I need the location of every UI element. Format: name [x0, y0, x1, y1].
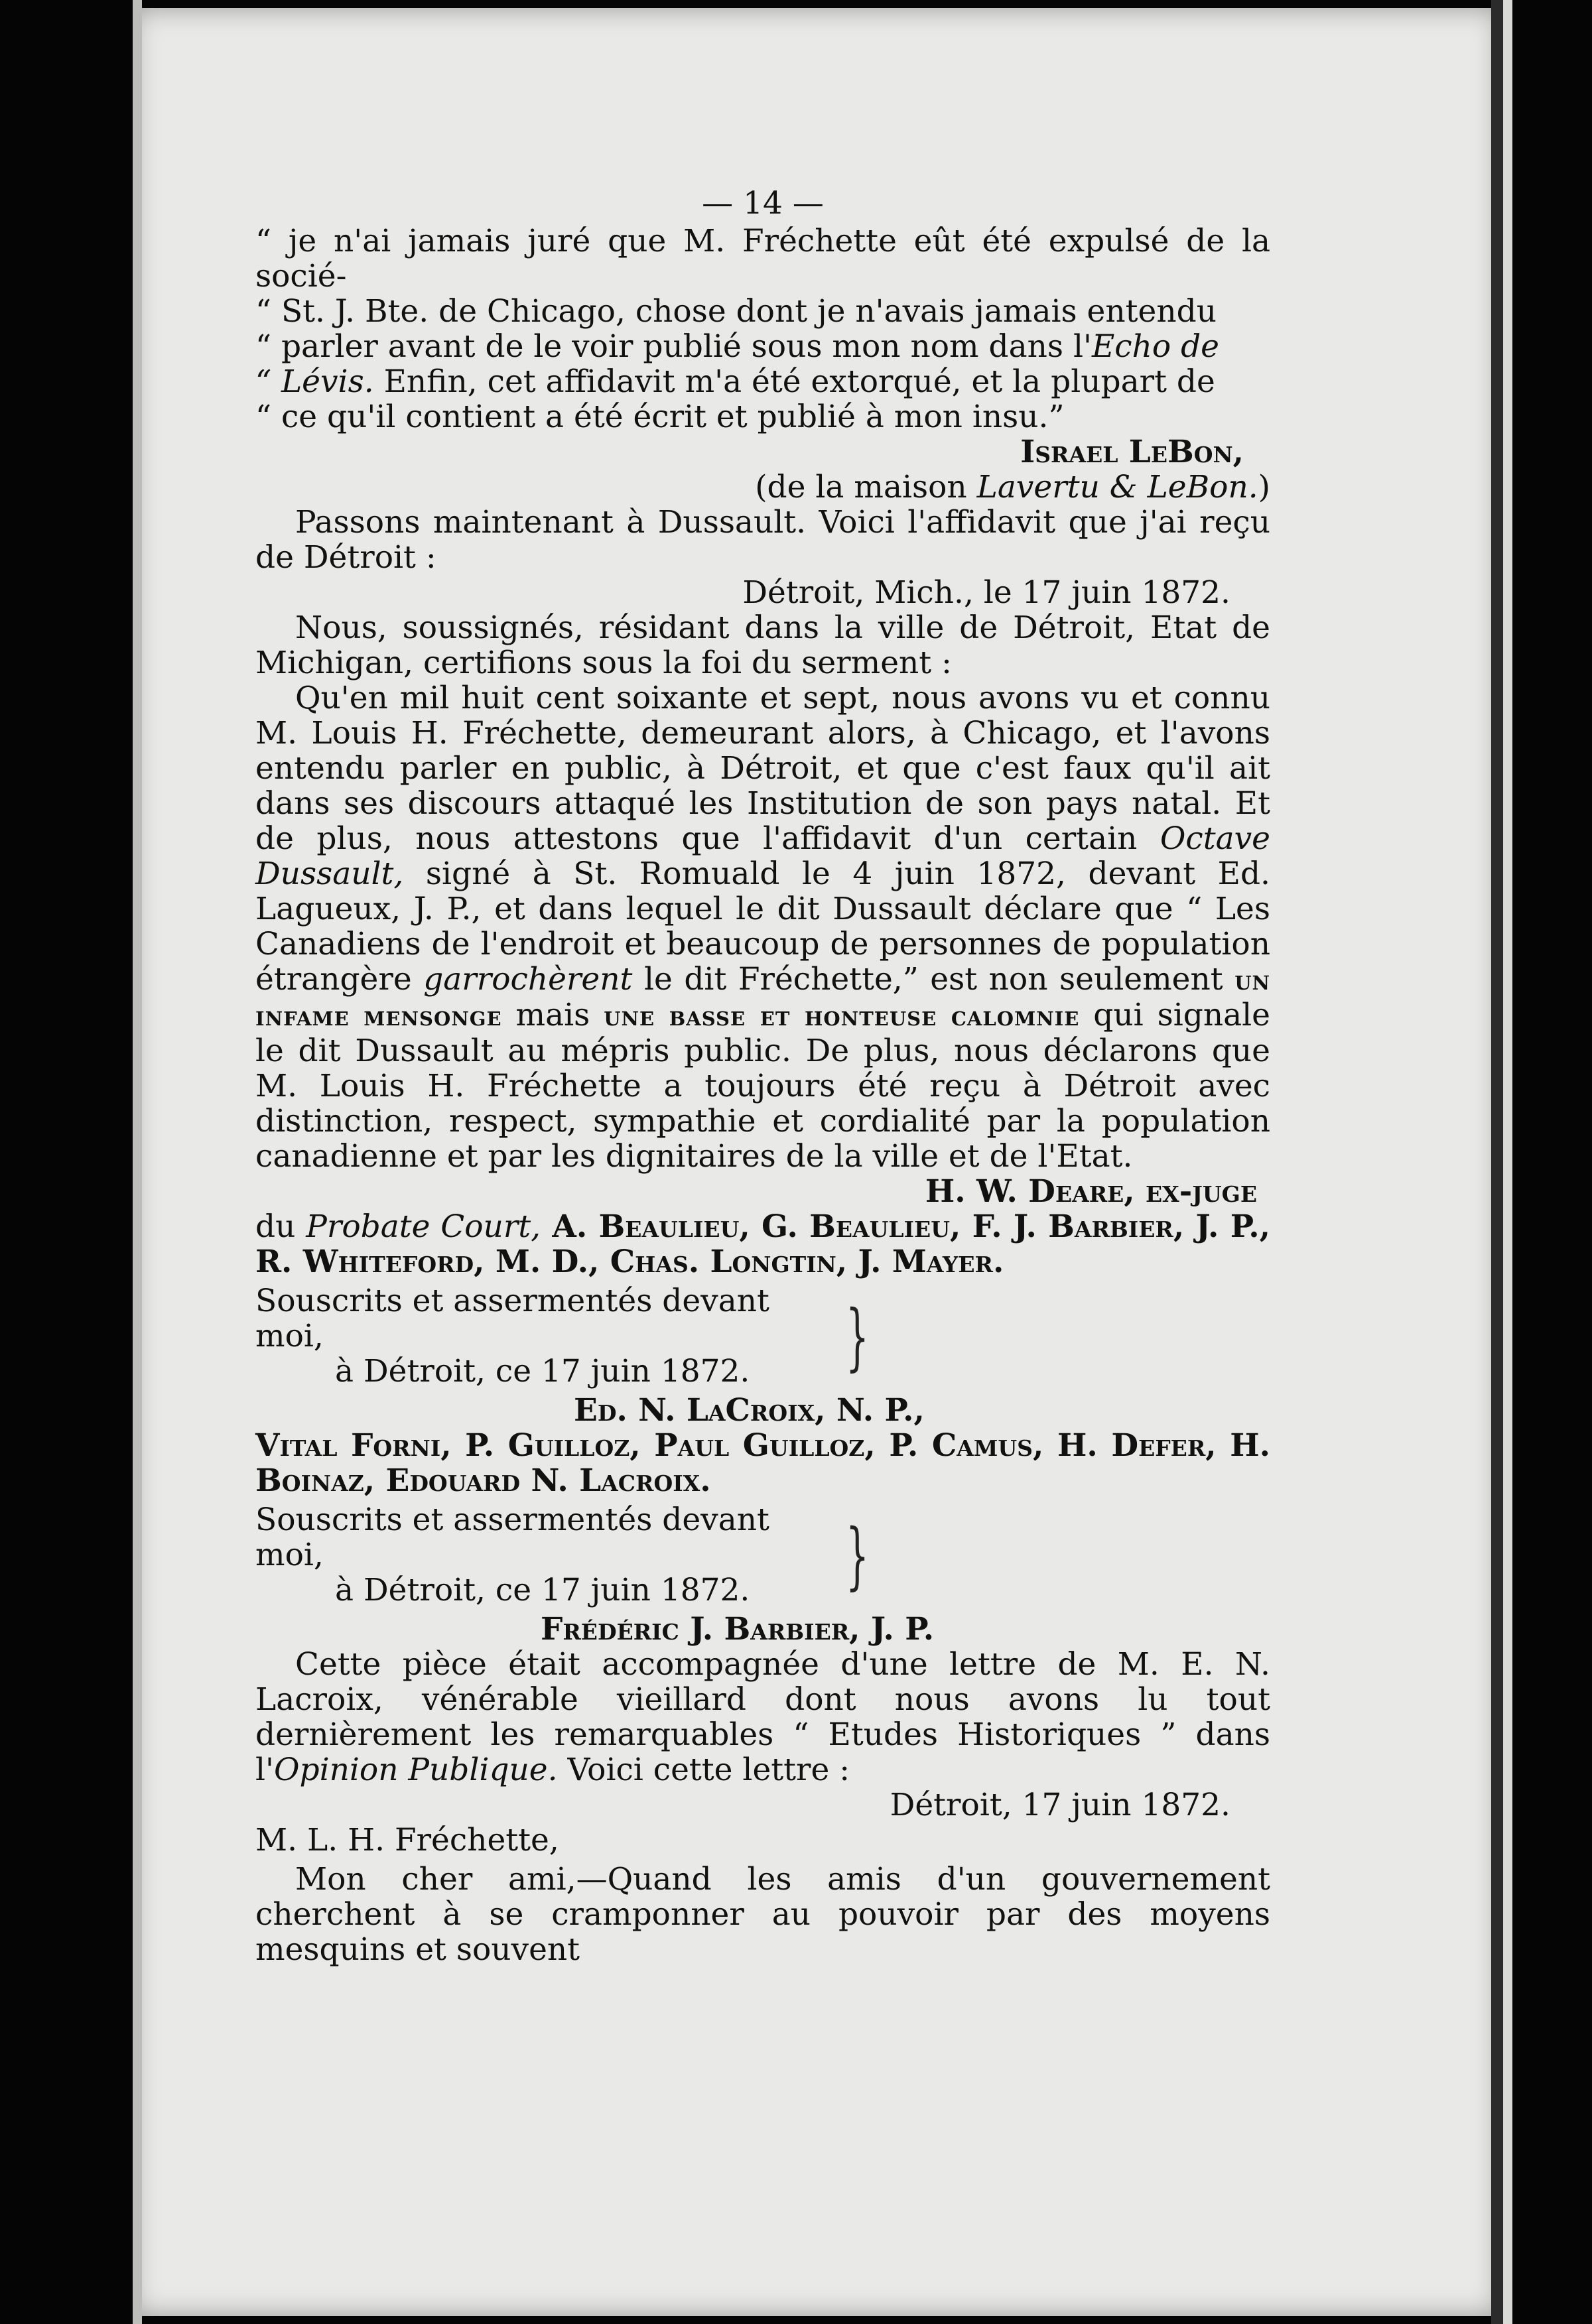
text: le dit Fréchette,” est non seulement [632, 961, 1235, 998]
text: du [255, 1208, 306, 1245]
signatories-list-2: Vital Forni, P. Guilloz, Paul Guilloz, P. Camus, H. Defer, H. Boinaz, Edouard N. Lacroix. [255, 1427, 1270, 1499]
newspaper-name: Opinion Publique. [273, 1752, 558, 1788]
text: Voici cette lettre : [557, 1752, 850, 1788]
page-gutter-shadow [1491, 0, 1503, 2324]
signatory-name: Israel LeBon, [1020, 434, 1244, 470]
quote-block [255, 224, 1270, 434]
italic-verb: garrochèrent [423, 961, 633, 998]
text: Qu'en mil huit cent soixante et sept, nous avons vu et connu M. Louis H. Fréchette, demeurant alors, à Chicago, et l'avons entendu parler en public, à Détroit, et que c'est faux qu'il ait dans ses discours attaqué les Institution de son pays natal. Et de plus, nous attestons que l'affidavit d'un certain [255, 680, 1270, 857]
signatory-names: A. Beaulieu, G. Beaulieu, F. J. Barbier, J. P., R. Whiteford, M. D., Chas. Longtin, J. Mayer. [255, 1208, 1270, 1280]
signature-firm [255, 470, 1270, 505]
emphasis-caps: une basse et honteuse calomnie [604, 1000, 1080, 1032]
sworn-line: Souscrits et assermentés devant moi, [255, 1283, 769, 1354]
page-content [255, 186, 1270, 1967]
salutation: M. L. H. Fréchette, [255, 1822, 559, 1858]
court-name: Probate Court, [306, 1208, 541, 1245]
newspaper-name: Echo de [1091, 328, 1219, 365]
italic-name: Octave Dussault, [255, 820, 1270, 892]
page-left-edge [133, 0, 142, 2324]
quote-line: “ je n'ai jamais juré que M. Fréchette eût été expulsé de la socié- [255, 223, 1270, 294]
signatory-name: H. W. Deare, ex-juge [925, 1173, 1257, 1210]
sworn-line: Souscrits et assermentés devant moi, [255, 1502, 769, 1573]
text: mais [501, 997, 604, 1033]
brace: } [846, 1293, 869, 1379]
firm-prefix: (de la maison [755, 469, 977, 505]
emphasis-caps: un infame mensonge [255, 964, 1270, 1032]
firm-suffix: ) [1258, 469, 1270, 505]
paragraph-letter-intro [255, 1647, 1270, 1787]
page-number: — 14 — [702, 185, 824, 222]
sworn-line: à Détroit, ce 17 juin 1872. [335, 1572, 750, 1608]
sworn-block-2 [255, 1502, 869, 1608]
page-right-edge [1503, 0, 1512, 2324]
paragraph-affidavit [255, 680, 1270, 1174]
quote-line: “ ce qu'il contient a été écrit et publié à mon insu.” [255, 399, 1065, 435]
paragraph-letter-body: Mon cher ami,—Quand les amis d'un gouvernement cherchent à se cramponner au pouvoir par des moyens mesquins et souvent [255, 1861, 1270, 1968]
sworn-block-1 [255, 1283, 869, 1389]
quote-line [255, 364, 1270, 399]
paragraph-soussignes: Nous, soussignés, résidant dans la ville de Détroit, Etat de Michigan, certifions sous la foi du serment : [255, 610, 1270, 681]
signatories-list [255, 1209, 1270, 1279]
text: Cette pièce était accompagnée d'une lettre de M. E. N. Lacroix, vénérable vieillard dont nous avons lu tout dernièrement les remarquables “ Etudes Historiques ” dans l' [255, 1646, 1270, 1788]
text: signé à St. Romuald le 4 juin 1872, devant Ed. Lagueux, J. P., et dans lequel le dit Dussault déclare que “ Les Canadiens de l'endroit et beaucoup de personnes de population étrangère [255, 856, 1270, 998]
firm-name: Lavertu & LeBon. [976, 469, 1258, 505]
quote-line: “ St. J. Bte. de Chicago, chose dont je n'avais jamais entendu [255, 293, 1217, 330]
brace: } [846, 1512, 869, 1598]
quote-text: “ parler avant de le voir publié sous mon nom dans l' [255, 328, 1092, 365]
quote-text: Enfin, cet affidavit m'a été extorqué, et la plupart de [373, 363, 1215, 400]
sworn-line: à Détroit, ce 17 juin 1872. [335, 1353, 750, 1389]
signature-deare [255, 1174, 1270, 1209]
quote-place: “ Lévis. [255, 363, 374, 400]
justice-signature: Frédéric J. Barbier, J. P. [541, 1611, 935, 1647]
signature-lebon [255, 434, 1270, 470]
dateline-1: Détroit, Mich., le 17 juin 1872. [742, 574, 1230, 611]
quote-line [255, 329, 1270, 364]
notary-signature: Ed. N. LaCroix, N. P., [574, 1392, 925, 1429]
dateline-2: Détroit, 17 juin 1872. [890, 1787, 1230, 1823]
text: qui signale le dit Dussault au mépris public. De plus, nous déclarons que M. Louis H. Fréchette a toujours été reçu à Détroit avec distinction, respect, sympathie et cordialité par la population canadienne et par les dignitaires de la ville et de l'Etat. [255, 997, 1270, 1175]
paragraph-dussault: Passons maintenant à Dussault. Voici l'affidavit que j'ai reçu de Détroit : [255, 504, 1270, 576]
